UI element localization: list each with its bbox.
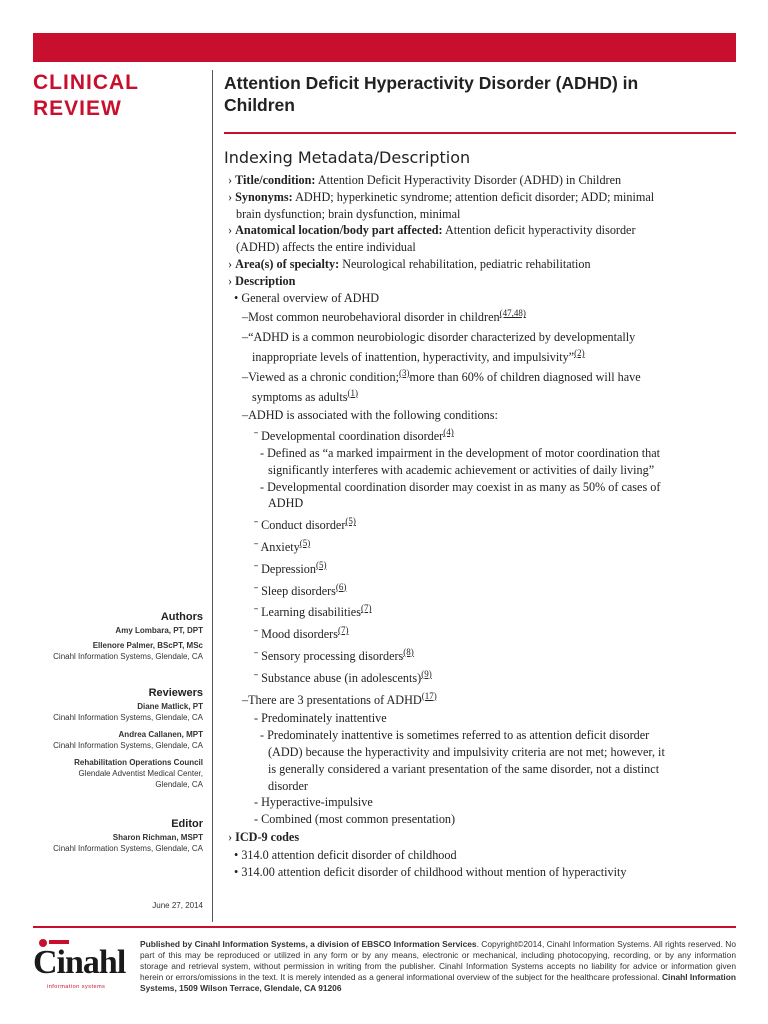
publisher-notice: Published by Cinahl Information Systems, a division of EBSCO Information Services. Copyright©2014, Cinahl Information Systems. All rights reserved. No part of this may be reproduced or utilized in any form or by any means, electronic or mechanical, including photocopying, recording, or by any information storage and retrieval system, without permission in writing from the publisher. Cinahl Information Systems accepts no liability for advice or information given herein or errors/omissions in the text. It is merely intended as a general informational overview of the subject for the healthcare professional. Cinahl Information Systems, 1509 Wilson Terrace, Glendale, CA 91206 [140, 939, 736, 993]
reviewers-block: Reviewers Diane Matlick, PT Cinahl Information Systems, Glendale, CA Andrea Callanen, MPT Cinahl Information Systems, Glendale, CA Rehabilitation Operations Council Glendale Adventist Medical Center, Glendale, CA [53, 687, 203, 789]
metadata-content: › Title/condition: Attention Deficit Hyperactivity Disorder (ADHD) in Children › Synonyms: ADHD; hyperkinetic syndrome; attention deficit disorder; ADD; minimal brain dysfunction; brain dysfunction, minimal › Anatomical location/body part affected: Attention deficit hyperactivity disorder (ADHD) affects the entire individual › Area(s) of specialty: Neurological rehabilitation, pediatric rehabilitation › Description • General overview of ADHD –Most common neurobehavioral disorder in children$^{(47,48)}$ –“ADHD is a common neurobiologic disorder characterized by developmentally inappropriate levels of inattention, hyperactivity, and impulsivity”$^{(2)}$ –Viewed as a chronic condition;$^{(3)}$more than 60% of children diagnosed will have symptoms as adults$^{(1)}$ –ADHD is associated with the following conditions: ˉ Developmental coordination disorder$^{(4)}$ - Defined as “a marked impairment in the development of motor coordination that significantly interferes with academic achievement or activities of daily living” - Developmental coordination disorder may coexist in as many as 50% of cases of ADHD ˉ Conduct disorder$^{(5)}$ ˉ Anxiety$^{(5)}$ ˉ Depression$^{(5)}$ ˉ Sleep disorders$^{(6)}$ ˉ Learning disabilities$^{(7)}$ ˉ Mood disorders$^{(7)}$ ˉ Sensory processing disorders$^{(8)}$ ˉ Substance abuse (in adolescents)$^{(9)}$ –There are 3 presentations of ADHD$^{(17)}$ - Predominately inattentive - Predominately inattentive is sometimes referred to as attention deficit disorder (ADD) because the hyperactivity and impulsivity criteria are not met; however, it is generally considered a variant presentation of the same disorder, not a distinct disorder - Hyperactive-impulsive - Combined (most common presentation) › ICD-9 codes • 314.0 attention deficit disorder of childhood • 314.00 attention deficit disorder of childhood without mention of hyperactivity [228, 173, 665, 880]
top-red-bar [33, 33, 736, 62]
clinical-review-label: CLINICAL REVIEW [33, 71, 139, 120]
cinahl-logo: Cinahl information systems [33, 938, 133, 998]
review-date: June 27, 2014 [152, 901, 203, 910]
section-heading: Indexing Metadata/Description [224, 148, 471, 167]
page-title: Attention Deficit Hyperactivity Disorder (ADHD) in Children [224, 73, 639, 115]
editor-block: Editor Sharon Richman, MSPT Cinahl Information Systems, Glendale, CA [53, 818, 203, 853]
vertical-divider [212, 70, 213, 922]
authors-block: Authors Amy Lombara, PT, DPT Ellenore Palmer, BScPT, MSc Cinahl Information Systems, Glendale, CA [53, 611, 203, 661]
title-rule [224, 132, 736, 134]
footer-rule [33, 926, 736, 928]
